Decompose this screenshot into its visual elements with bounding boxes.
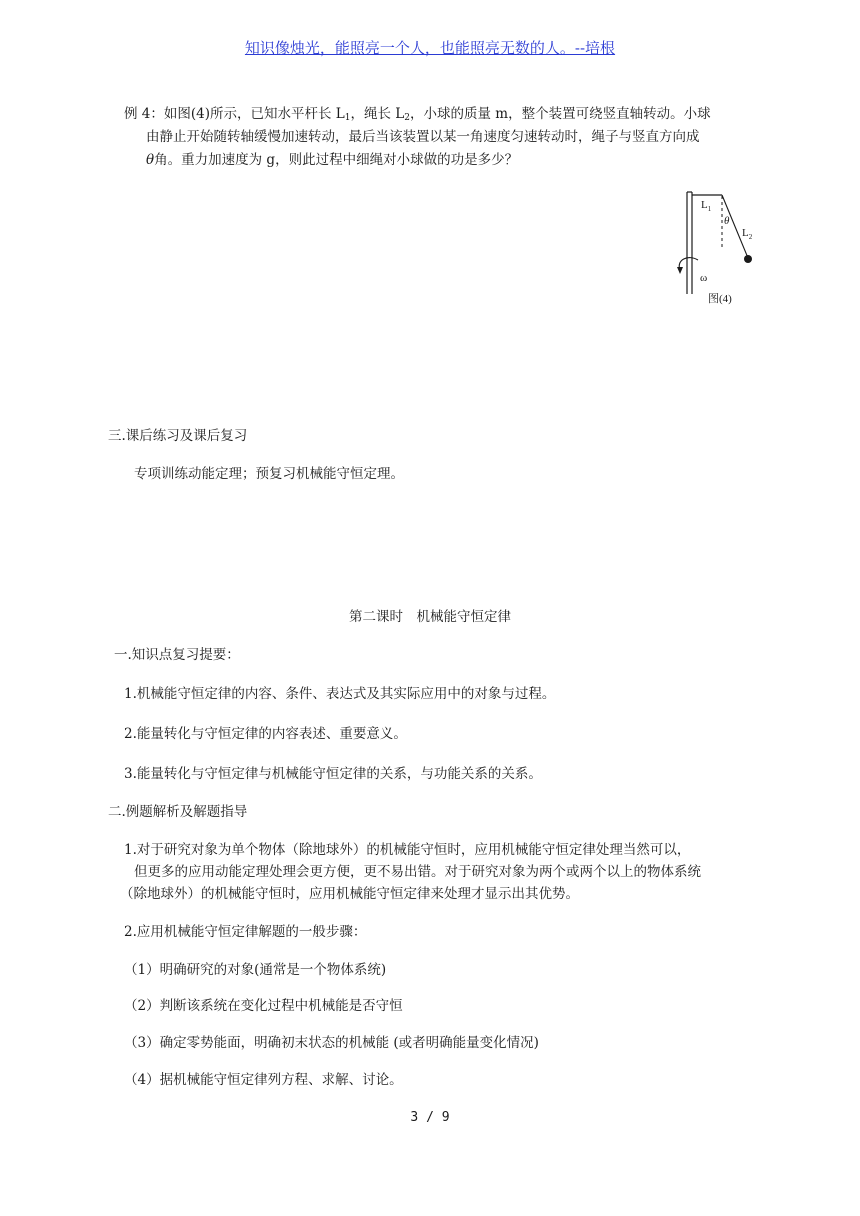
- lesson-2-title: 第二课时 机械能守恒定律: [349, 609, 511, 625]
- label-l1: $L_1$: [701, 199, 712, 213]
- guide-1-line-3: （除地球外）的机械能守恒时，应用机械能守恒定律来处理才显示出其优势。: [120, 886, 579, 902]
- step-4: （4）据机械能守恒定律列方程、求解、讨论。: [124, 1072, 403, 1088]
- ball: [744, 255, 752, 263]
- example-4-label: 例 4：: [124, 106, 164, 122]
- figure-caption: 图(4): [708, 293, 732, 305]
- section-3-heading: 三.课后练习及课后复习: [108, 428, 248, 444]
- guide-1-line-2: 但更多的应用动能定理处理会更方便，更不易出错。对于研究对象为两个或两个以上的物体系统: [134, 864, 701, 880]
- label-l2: $L_2$: [742, 227, 753, 241]
- page-number: 3 / 9: [410, 1110, 450, 1125]
- theta-symbol: θ: [146, 152, 155, 168]
- review-item-2: 2.能量转化与守恒定律的内容表述、重要意义。: [124, 726, 407, 742]
- examples-heading: 二.例题解析及解题指导: [108, 804, 248, 820]
- guide-2-heading: 2.应用机械能守恒定律解题的一般步骤：: [124, 924, 367, 940]
- section-3-text: 专项训练动能定理；预复习机械能守恒定理。: [134, 466, 404, 482]
- step-3: （3）确定零势能面，明确初末状态的机械能 (或者明确能量变化情况): [124, 1035, 539, 1051]
- review-item-3: 3.能量转化与守恒定律与机械能守恒定律的关系，与功能关系的关系。: [124, 766, 542, 782]
- step-1: （1）明确研究的对象(通常是一个物体系统): [124, 962, 387, 978]
- step-2: （2）判断该系统在变化过程中机械能是否守恒: [124, 998, 403, 1014]
- example-4-line-2: 由静止开始随转轴缓慢加速转动，最后当该装置以某一角速度匀速转动时，绳子与竖直方向成: [146, 129, 700, 145]
- label-theta: θ: [724, 215, 730, 227]
- label-omega: ω: [700, 272, 708, 284]
- example-4-line-1: 例 4：如图(4)所示，已知水平杆长 $L_1$，绳长 $L_2$，小球的质量 m，整个装置可绕竖直轴转动。小球: [124, 106, 711, 123]
- review-item-1: 1.机械能守恒定律的内容、条件、表达式及其实际应用中的对象与过程。: [124, 686, 556, 702]
- review-heading: 一.知识点复习提要：: [114, 647, 240, 663]
- example-4-line-3: θ角。重力加速度为 g，则此过程中细绳对小球做的功是多少？: [146, 152, 519, 168]
- header-quote[interactable]: 知识像烛光，能照亮一个人，也能照亮无数的人。--培根: [244, 39, 616, 57]
- guide-1-line-1: 1.对于研究对象为单个物体（除地球外）的机械能守恒时，应用机械能守恒定律处理当然可以，: [124, 842, 691, 858]
- pendulum-figure: [668, 186, 778, 311]
